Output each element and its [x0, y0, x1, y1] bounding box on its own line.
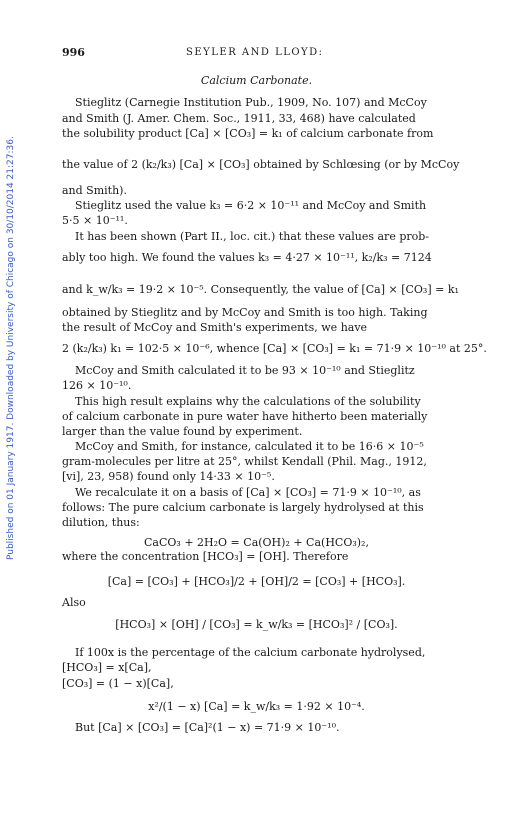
text-line: 2 (k₂/k₃) k₁ = 102·5 × 10⁻⁶, whence [Ca] × [CO₃] = k₁ = 71·9 × 10⁻¹⁰ at 25°.	[62, 342, 487, 355]
text-line: and Smith).	[62, 184, 127, 197]
text-line: and Smith (J. Amer. Chem. Soc., 1911, 33, 468) have calculated	[62, 112, 416, 125]
text-line: dilution, thus:	[62, 516, 140, 529]
text-line: where the concentration [HCO₃] = [OH]. Therefore	[62, 550, 349, 563]
text-line: the solubility product [Ca] × [CO₃] = k₁ of calcium carbonate from	[62, 127, 434, 140]
page-number: 996	[62, 46, 85, 59]
text-line: McCoy and Smith calculated it to be 93 × 10⁻¹⁰ and Stieglitz	[75, 364, 415, 377]
text-line: of calcium carbonate in pure water have hitherto been materially	[62, 410, 428, 423]
text-line: We recalculate it on a basis of [Ca] × [CO₃] = 71·9 × 10⁻¹⁰, as	[75, 486, 421, 499]
text-line: follows: The pure calcium carbonate is largely hydrolysed at this	[62, 501, 424, 514]
text-line: and k_w/k₃ = 19·2 × 10⁻⁵. Consequently, the value of [Ca] × [CO₃] = k₁	[62, 283, 459, 296]
provenance-sidebar: Published on 01 January 1917. Downloaded by University of Chicago on 30/10/2014 21:27:36.	[6, 136, 16, 560]
text-line: McCoy and Smith, for instance, calculated it to be 16·6 × 10⁻⁵	[75, 440, 424, 453]
running-title: SEYLER AND LLOYD:	[186, 47, 324, 58]
text-line: ably too high. We found the values k₃ = 4·27 × 10⁻¹¹, k₂/k₃ = 7124	[62, 251, 432, 264]
fraction-equation: x²/(1 − x) [Ca] = k_w/k₃ = 1·92 × 10⁻⁴.	[148, 700, 365, 713]
text-line: If 100x is the percentage of the calcium carbonate hydrolysed,	[75, 646, 426, 659]
text-line: Stieglitz (Carnegie Institution Pub., 1909, No. 107) and McCoy	[75, 96, 427, 109]
text-line: larger than the value found by experiment.	[62, 425, 303, 438]
hydrolysis-equation: CaCO₃ + 2H₂O = Ca(OH)₂ + Ca(HCO₃)₂,	[144, 536, 369, 549]
text-line: gram-molecules per litre at 25°, whilst Kendall (Phil. Mag., 1912,	[62, 455, 427, 468]
text-line: [HCO₃] = x[Ca],	[62, 661, 152, 674]
text-line: This high result explains why the calculations of the solubility	[75, 395, 421, 408]
section-title: Calcium Carbonate.	[200, 74, 313, 87]
calcium-balance-equation: [Ca] = [CO₃] + [HCO₃]/2 + [OH]/2 = [CO₃] + [HCO₃].	[107, 575, 406, 588]
text-line: 126 × 10⁻¹⁰.	[62, 379, 132, 392]
text-line: [vi], 23, 958) found only 14·33 × 10⁻⁵.	[62, 470, 275, 483]
text-line: Stieglitz used the value k₃ = 6·2 × 10⁻¹¹ and McCoy and Smith	[75, 199, 427, 212]
text-line: But [Ca] × [CO₃] = [Ca]²(1 − x) = 71·9 × 10⁻¹⁰.	[75, 721, 340, 734]
text-line: obtained by Stieglitz and by McCoy and Smith is too high. Taking	[62, 306, 428, 319]
hydrolysis-constant-equation: [HCO₃] × [OH] / [CO₃] = k_w/k₃ = [HCO₃]² / [CO₃].	[115, 618, 398, 631]
text-line: the result of McCoy and Smith's experiments, we have	[62, 321, 368, 334]
text-line: the value of 2 (k₂/k₃) [Ca] × [CO₃] obtained by Schlœsing (or by McCoy	[62, 158, 460, 171]
text-line: 5·5 × 10⁻¹¹.	[62, 214, 128, 227]
text-line: It has been shown (Part II., loc. cit.) that these values are prob-	[75, 230, 430, 243]
text-line: [CO₃] = (1 − x)[Ca],	[62, 677, 174, 690]
text-line: Also	[62, 596, 86, 609]
